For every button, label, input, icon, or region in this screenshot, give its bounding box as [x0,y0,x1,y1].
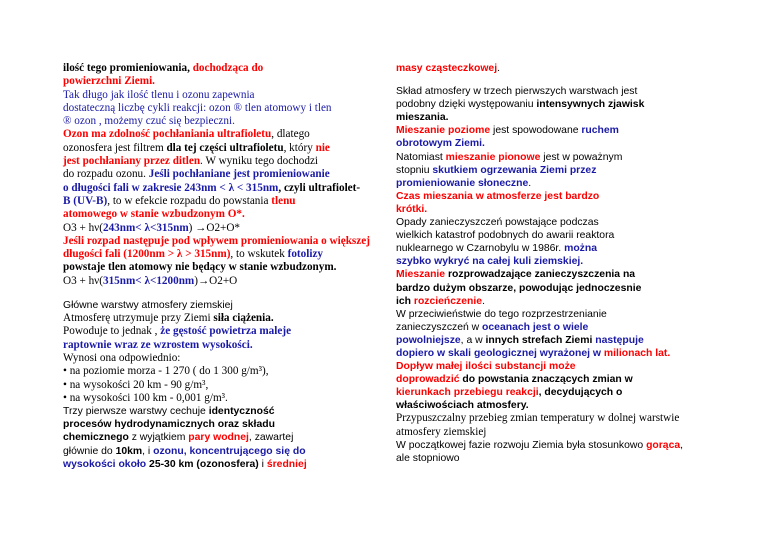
text-span: powierzchni Ziemi. [63,75,155,88]
text-span: 243nm< λ<315nm [102,221,189,234]
text-span: Trzy pierwsze warstwy cechuje [63,406,209,418]
text-line [396,85,701,98]
text-line [63,299,381,312]
text-line [63,195,381,208]
text-line [396,439,701,452]
text-span: . W wyniku tego dochodzi [200,155,319,168]
text-line [396,334,701,347]
text-span: głównie do [63,445,116,457]
text-span: fotolizy [287,248,324,261]
text-span: , zawartej [248,432,294,444]
text-span: Ozon ma zdolność pochłaniania ultrafioletu [63,128,272,141]
text-span: 315nm< λ<1200nm [102,274,195,287]
text-line [63,235,381,248]
text-span: nie [315,141,330,154]
text-span: , [680,440,684,452]
text-span: rozcieńczenie [413,295,483,307]
text-span: ® ozon , możemy czuć się bezpieczni. [63,115,235,128]
right-column [396,62,701,465]
text-line [63,248,381,261]
text-span: atomowego w stanie wzbudzonym O*. [63,208,245,221]
text-span: O3 + hν( [63,221,103,234]
text-span: ruchem [581,125,619,137]
text-span: )→O2+O [194,274,238,287]
text-span: , decydujących o [538,387,623,399]
text-line [396,137,701,150]
text-span: mieszania. [396,112,449,124]
text-span: nuklearnego w Czarnobylu w 1986r. [396,243,565,255]
text-span: B (UV-B) [63,194,108,207]
text-line [63,379,381,392]
text-span: oceanach jest o wiele [482,321,589,333]
text-line [396,111,701,124]
text-span: kierunkach przebiegu reakcji [396,387,539,399]
text-span: długości fali (1200nm > λ > 315nm) [63,248,231,261]
text-line [396,124,701,137]
text-span: obrotowym Ziemi. [396,138,485,150]
text-span: Mieszanie poziome [396,125,491,137]
text-span: , dlatego [271,128,310,141]
text-span: ozonosfera jest filtrem [63,141,167,154]
text-line [396,386,701,399]
text-span: szybko wykryć na całej kuli ziemskiej. [396,256,584,268]
text-span: Główne warstwy atmosfery ziemskiej [63,300,233,312]
text-line [396,295,701,308]
text-line [63,325,381,338]
text-line [63,75,381,88]
text-span: stopniu [396,164,433,176]
text-span: dostateczną liczbę cykli reakcji: ozon ® tlen atomowy i tlen [63,101,332,114]
text-span: , który [283,141,316,154]
text-span: zanieczyszczeń w [396,321,483,333]
text-line [396,255,701,268]
text-span: Opady zanieczyszczeń powstające podczas [396,217,599,229]
text-line [63,339,381,352]
text-span: Jeśli pochłaniane jest promieniowanie [148,168,330,181]
text-span: , to w efekcie rozpadu do powstania [107,194,272,207]
text-span: doprowadzić [396,374,460,386]
text-span: pary wodnej [188,432,249,444]
text-span: . [528,177,532,189]
text-line [396,347,701,360]
text-span: jest w poważnym [540,151,623,163]
paragraph-gap [396,75,701,85]
text-line [396,151,701,164]
text-span: O3 + hν( [63,274,103,287]
text-line [396,399,701,412]
text-span: Powoduje to jednak , [63,325,161,338]
text-line [396,282,701,295]
text-line [396,412,701,425]
text-span: , a w [460,334,486,346]
text-span: z wyjątkiem [128,432,189,444]
text-span: ozonu, koncentrującego się do [153,445,306,457]
text-span: raptownie wraz ze wzrostem wysokości. [63,338,253,351]
text-span: • na wysokości 20 km - 90 g/m³, [63,378,209,391]
text-line [63,182,381,195]
text-span: promieniowanie słoneczne [396,177,529,189]
text-line [396,190,701,203]
text-span: Natomiast [396,151,446,163]
text-line [63,431,381,444]
text-span: siła ciążenia. [213,312,274,325]
text-span: dochodząca do [192,62,264,74]
text-span: Czas mieszania w atmosferze jest bardzo [396,190,600,202]
text-span: dopiero w skali geologicznej wyrażonej w [396,347,601,359]
text-span: gorąca [646,440,681,452]
text-span: krótki. [396,203,428,215]
text-line [396,203,701,216]
text-span: skutkiem ogrzewania Ziemi przez [432,164,597,176]
text-line [63,142,381,155]
text-span: rozprowadzające zanieczyszczenia na [445,269,636,281]
text-span: wysokości około [63,458,147,470]
text-span: jest spowodowane [490,125,582,137]
text-line [63,62,381,75]
text-line [63,155,381,168]
text-span: następuje [592,334,644,346]
text-line [396,373,701,386]
text-span: że gęstość powietrza maleje [160,325,292,338]
text-line [63,418,381,431]
text-line [396,164,701,177]
text-line [396,308,701,321]
text-line [63,365,381,378]
text-line [396,452,701,465]
text-line [396,321,701,334]
text-line [63,222,381,235]
text-span: . [497,63,500,74]
text-span: milionach lat. [600,347,671,359]
text-span: powolniejsze [396,334,461,346]
text-span: . [482,295,485,307]
text-line [396,98,701,111]
text-line [396,229,701,242]
text-line [63,89,381,102]
text-line [396,242,701,255]
text-span: Jeśli rozpad następuje pod wpływem promieniowania o większej [63,234,370,247]
text-span: Mieszanie [396,269,446,281]
text-span: do powstania znaczących zmian w [459,374,633,386]
text-span: chemicznego [63,432,129,444]
paragraph-gap [63,288,381,299]
text-span: innych strefach Ziemi [485,334,593,346]
text-span: ilość tego promieniowania, [63,62,193,74]
text-line [396,426,701,439]
text-span: podobny dzięki występowaniu [396,99,537,111]
text-span: można [564,243,598,255]
text-line [63,128,381,141]
text-span: 25-30 km (ozonosfera) [146,458,259,470]
text-span: intensywnych zjawisk [536,99,645,111]
text-line [396,177,701,190]
text-span: do rozpadu ozonu. [63,168,149,181]
text-span: jest pochłaniany przez ditlen [63,155,201,168]
text-line [63,352,381,365]
text-span: bardzo dużym obszarze, powodując jednoczesnie [396,282,642,294]
text-span: identyczność [208,406,275,418]
text-span: o długości fali w zakresie 243nm < λ < 315nm [63,181,279,194]
text-line [396,360,701,373]
text-span: , czyli ultrafiolet- [278,181,361,194]
text-line [63,458,381,471]
text-span: właściwościach atmosfery. [396,400,529,412]
text-line [63,312,381,325]
text-line [63,405,381,418]
text-span: ) →O2+O* [188,221,241,234]
text-span: W początkowej fazie rozwoju Ziemia była stosunkowo [396,440,647,452]
text-line [63,102,381,115]
text-span: dla tej części ultrafioletu [166,141,284,154]
text-span: i [258,458,267,470]
text-span: Skład atmosfery w trzech pierwszych warstwach jest [396,86,638,98]
text-span: powstaje tlen atomowy nie będący w stanie wzbudzonym. [63,261,337,274]
text-span: W przeciwieństwie do tego rozprzestrzenianie [396,308,607,320]
text-span: wielkich katastrof podobnych do awarii reaktora [396,230,615,242]
text-line [396,268,701,281]
text-line [63,445,381,458]
text-span: • na wysokości 100 km - 0,001 g/m³. [63,391,228,404]
text-span: • na poziomie morza - 1 270 ( do 1 300 g/m³), [63,365,269,378]
text-line [63,261,381,274]
text-span: atmosfery ziemskiej [396,425,487,438]
text-span: Przypuszczalny przebieg zmian temperatury w dolnej warstwie [396,412,680,425]
text-line [396,216,701,229]
text-span: mieszanie pionowe [445,151,541,163]
text-line [396,62,701,75]
text-span: średniej [266,458,307,470]
text-span: ich [396,295,414,307]
text-line [63,275,381,288]
text-span: Wynosi ona odpowiednio: [63,352,181,365]
text-span: , i [142,445,154,457]
text-line [63,115,381,128]
text-span: Tak długo jak ilość tlenu i ozonu zapewnia [63,88,255,101]
text-span: masy cząsteczkowej [396,63,498,74]
text-span: Dopływ małej ilości substancji może [396,361,576,373]
left-column [63,62,381,471]
text-span: , to wskutek [230,248,288,261]
text-span: Atmosferę utrzymuje przy Ziemi [63,312,214,325]
text-span: procesów hydrodynamicznych oraz składu [63,419,275,431]
text-span: 10km [115,445,143,457]
text-line [63,392,381,405]
text-span: tlenu [271,194,296,207]
text-line [63,168,381,181]
text-line [63,208,381,221]
text-span: ale stopniowo [396,453,460,465]
